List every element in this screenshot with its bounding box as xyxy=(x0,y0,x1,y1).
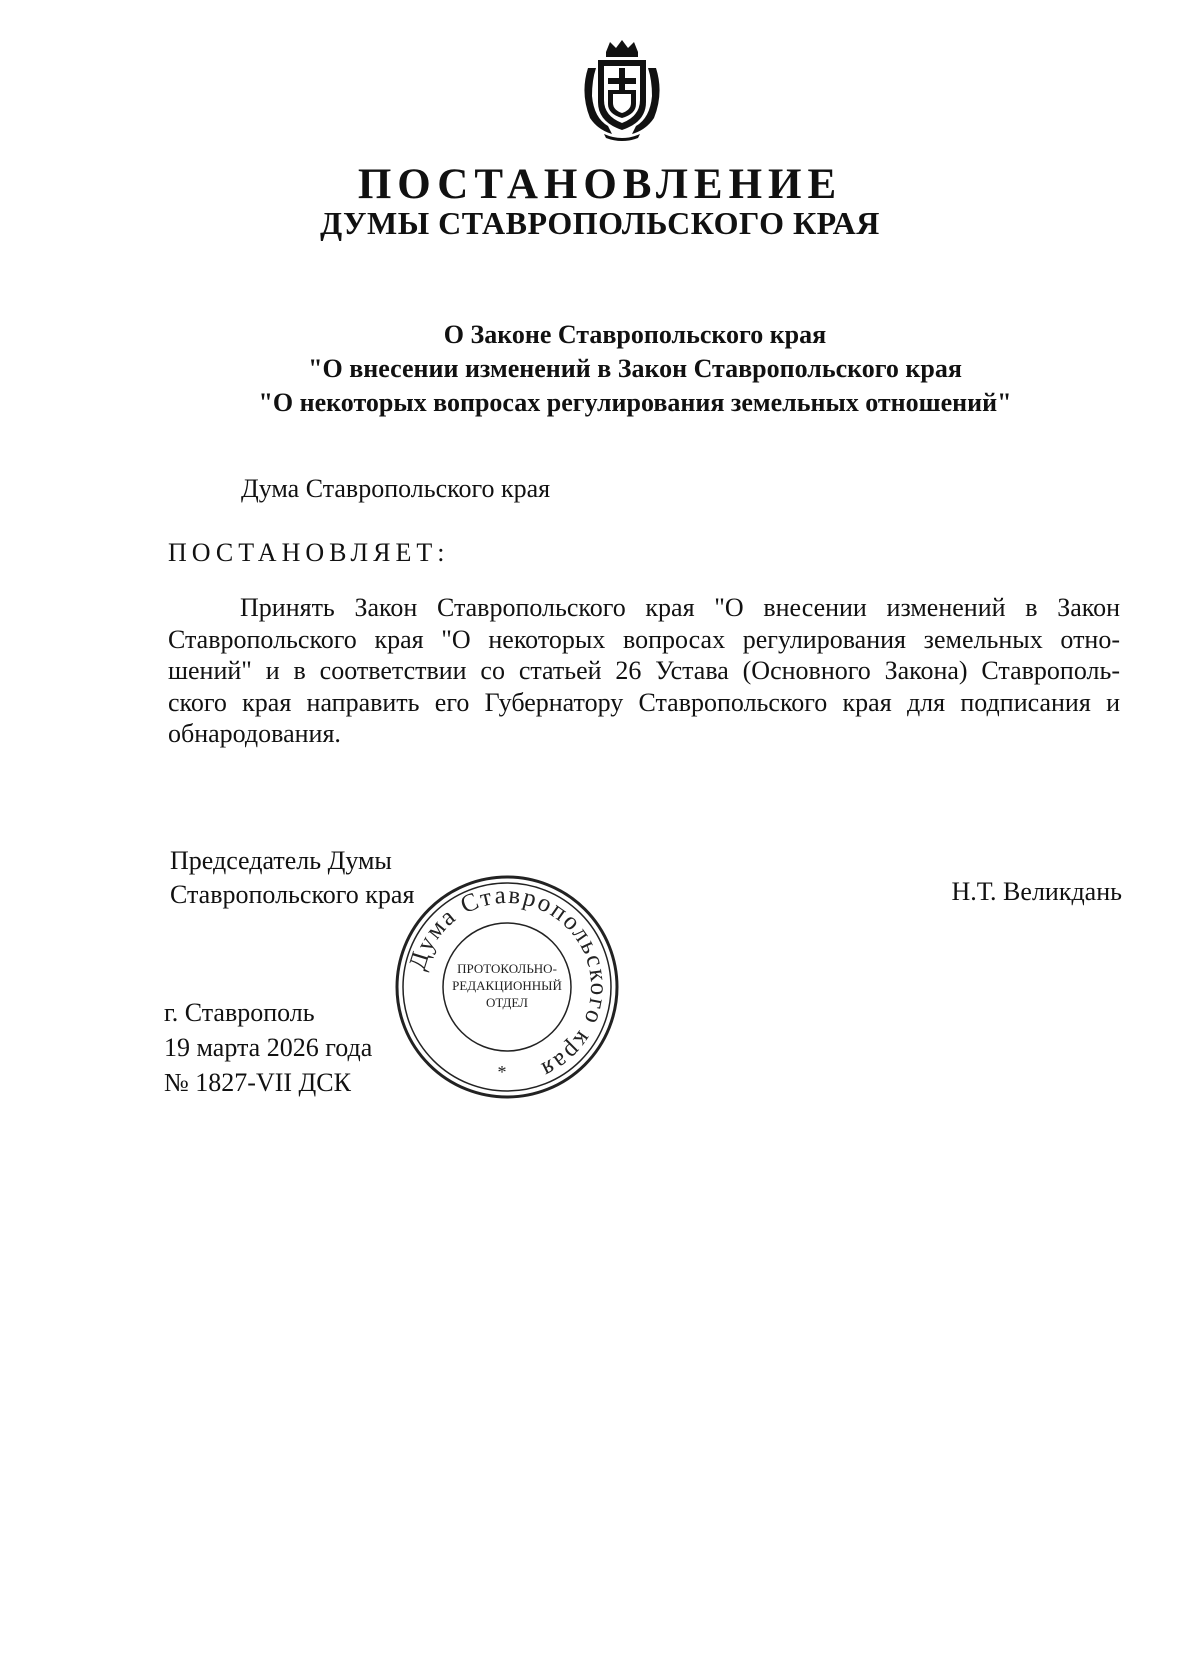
stamp-center-line: РЕДАКЦИОННЫЙ xyxy=(452,978,562,993)
coat-of-arms-icon xyxy=(578,38,666,142)
signatory-name: Н.Т. Великдань xyxy=(951,877,1122,906)
subject-line: "О некоторых вопросах регулирования земельных отношений" xyxy=(258,388,1012,417)
document-title: ПОСТАНОВЛЕНИЕ xyxy=(357,161,843,208)
body-line: ского края направить его Губернатору Ставропольского края для подписания и xyxy=(168,687,1120,717)
document-subject xyxy=(170,318,1100,420)
stamp-ring-text: Дума Ставропольского края xyxy=(403,881,613,1085)
subject-line: О Законе Ставропольского края xyxy=(443,320,827,349)
body-paragraph xyxy=(168,592,1120,750)
body-line: шений" и в соответствии со статьей 26 Устава (Основного Закона) Ставрополь- xyxy=(168,656,1120,685)
stamp-center-line: ПРОТОКОЛЬНО- xyxy=(457,961,557,976)
footer-date: 19 марта 2026 года xyxy=(164,1033,373,1062)
signatory-position xyxy=(170,844,414,912)
footer-city: г. Ставрополь xyxy=(164,998,315,1027)
stamp-center-line: ОТДЕЛ xyxy=(486,995,528,1010)
official-stamp xyxy=(392,872,622,1102)
footer-number: № 1827-VII ДСК xyxy=(164,1068,351,1097)
intro-text: Дума Ставропольского края xyxy=(241,474,551,503)
document-subtitle: ДУМЫ СТАВРОПОЛЬСКОГО КРАЯ xyxy=(320,205,880,241)
decree-word: ПОСТАНОВЛЯЕТ: xyxy=(168,538,450,567)
body-line: Ставропольского края "О некоторых вопросах регулирования земельных отно- xyxy=(168,624,1120,654)
stamp-star-icon: * xyxy=(497,1062,507,1082)
body-line: Принять Закон Ставропольского края "О внесении изменений в Закон xyxy=(240,593,1120,622)
position-line: Ставропольского края xyxy=(170,880,415,909)
position-line: Председатель Думы xyxy=(170,846,392,875)
subject-line: "О внесении изменений в Закон Ставропольского края xyxy=(308,354,962,383)
body-line: обнародования. xyxy=(168,719,341,748)
document-footer xyxy=(164,995,372,1100)
